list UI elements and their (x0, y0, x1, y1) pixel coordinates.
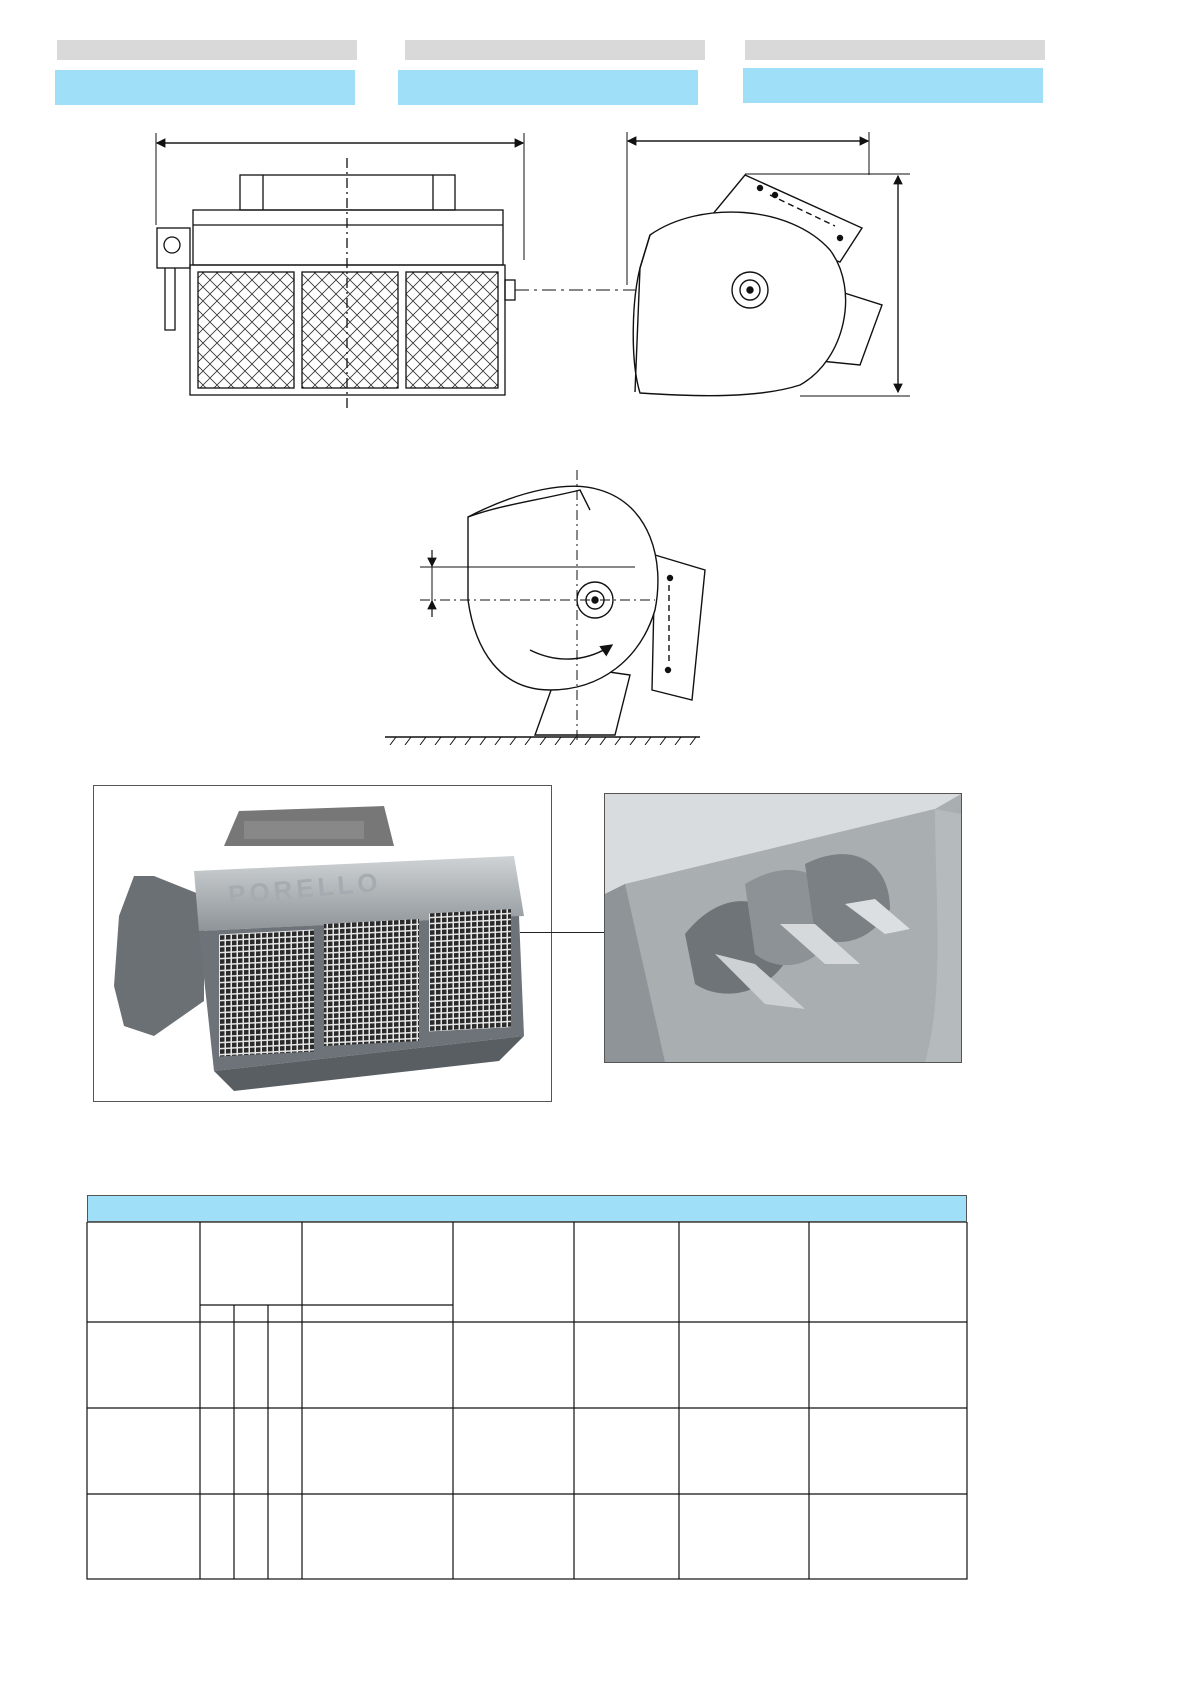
side-view-drawing (633, 175, 882, 396)
header-tab-1-grey (57, 40, 357, 60)
header-tab-3-blue (743, 68, 1043, 103)
technical-drawing-operating-view (0, 465, 1191, 745)
spec-table-grid (0, 1222, 1191, 1582)
mixing-bucket-photo (94, 786, 551, 1101)
header-tab-1-blue (55, 70, 355, 105)
product-photo-left (93, 785, 552, 1102)
header-tab-2-grey (405, 40, 705, 60)
header-tab-3-grey (745, 40, 1045, 60)
operating-view-drawing (468, 486, 705, 735)
front-view-drawing (157, 158, 515, 412)
ground-line (385, 737, 700, 745)
header-tab-2-blue (398, 70, 698, 105)
front-view-width-dimension (156, 133, 524, 260)
product-photo-right (604, 793, 962, 1063)
photo-connector-line (520, 932, 606, 933)
brand-lettering: PORELLO (226, 866, 383, 910)
technical-drawing-top (0, 120, 1191, 420)
table-header-bar (87, 1195, 967, 1222)
auger-detail-photo (605, 794, 961, 1062)
